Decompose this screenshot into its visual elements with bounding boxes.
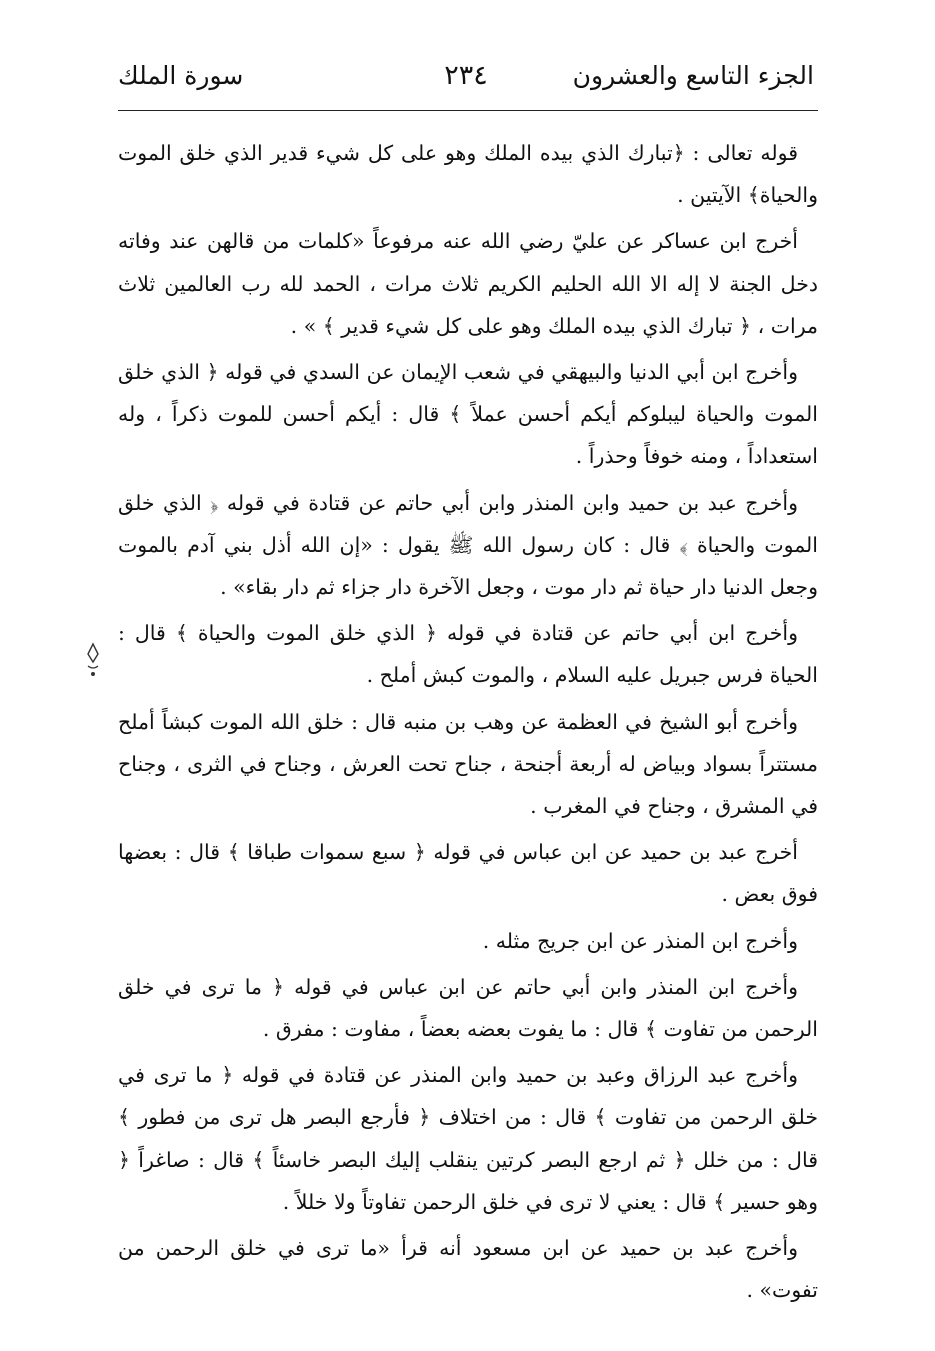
page-number: ٢٣٤	[444, 60, 488, 91]
running-title-left: سورة الملك	[118, 61, 244, 90]
paragraph-ibn-abbas-tafawut: وأخرج ابن المنذر وابن أبي حاتم عن ابن عباس في قوله ﴿ ما ترى في خلق الرحمن من تفاوت ﴾ قال : ما يفوت بعضه بعضاً ، مفاوت : مفرق .	[118, 974, 818, 1042]
paragraph-abd-ibn-humayd-qatada: وأخرج عبد بن حميد وابن المنذر وابن أبي حاتم عن قتادة في قوله ﴿ الذي خلق الموت والحياة ﴾ قال : كان رسول الله ﷺ يقول : «إن الله أذل بني آدم بالموت وجعل الدنيا دار حياة ثم دار موت ، وجعل الآخرة دار جزاء ثم دار بقاء» .	[118, 490, 818, 600]
page-body	[118, 132, 818, 1315]
paragraph-ibn-abbas-tibaq: أخرج عبد بن حميد عن ابن عباس في قوله ﴿ سبع سموات طباقا ﴾ قال : بعضها فوق بعض .	[118, 840, 818, 907]
margin-ornament-icon	[82, 640, 104, 684]
paragraph-ibn-masud: وأخرج عبد بن حميد عن ابن مسعود أنه قرأ «ما ترى في خلق الرحمن من تفوت» .	[118, 1236, 818, 1303]
paragraph-abu-al-shaykh: وأخرج أبو الشيخ في العظمة عن وهب بن منبه قال : خلق الله الموت كبشاً أملح مستتراً بسواد وبياض له أربعة أجنحة ، جناح تحت العرش ، وجناح في الثرى ، وجناح في المشرق ، وجناح في المغرب .	[118, 709, 818, 819]
paragraph-ibn-jurayj: وأخرج ابن المنذر عن ابن جريج مثله .	[482, 928, 798, 953]
header-divider	[118, 110, 818, 111]
paragraph-ibn-abi-dunya: وأخرج ابن أبي الدنيا والبيهقي في شعب الإيمان عن السدي في قوله ﴿ الذي خلق الموت والحياة ليبلوكم أيكم أحسن عملاً ﴾ قال : أيكم أحسن للموت ذكراً ، وله استعداداً ، ومنه خوفاً وحذراً .	[118, 360, 818, 469]
running-title-right: الجزء التاسع والعشرون	[572, 61, 814, 90]
paragraph-verse-intro: قوله تعالى : ﴿تبارك الذي بيده الملك وهو على كل شيء قدير الذي خلق الموت والحياة﴾ الآيتين .	[118, 141, 818, 208]
page-header	[118, 58, 814, 98]
paragraph-ibn-asakir: أخرج ابن عساكر عن عليّ رضي الله عنه مرفوعاً «كلمات من قالهن عند وفاته دخل الجنة لا إله الا الله الحليم الكريم ثلاث مرات ، الحمد لله رب العالمين ثلاث مرات ، ﴿ تبارك الذي بيده الملك وهو على كل شيء قدير ﴾ » .	[118, 229, 818, 338]
paragraph-ibn-abi-hatim-qatada: وأخرج ابن أبي حاتم عن قتادة في قوله ﴿ الذي خلق الموت والحياة ﴾ قال : الحياة فرس جبريل عليه السلام ، والموت كبش أملح .	[118, 621, 818, 688]
paragraph-abd-al-razzaq: وأخرج عبد الرزاق وعبد بن حميد وابن المنذر عن قتادة في قوله ﴿ ما ترى في خلق الرحمن من تفاوت ﴾ قال : من اختلاف ﴿ فأرجع البصر هل ترى من فطور ﴾ قال : من خلل ﴿ ثم ارجع البصر كرتين ينقلب إليك البصر خاسئاً ﴾ قال : صاغراً ﴿ وهو حسير ﴾ قال : يعني لا ترى في خلق الرحمن تفاوتاً ولا خللاً .	[118, 1063, 818, 1214]
